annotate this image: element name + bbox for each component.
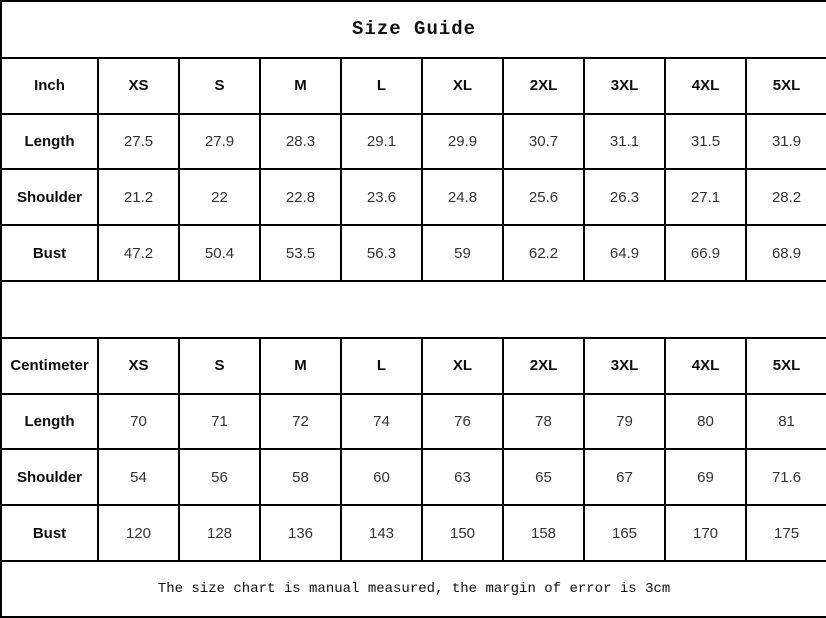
size-header-m: M [260, 58, 341, 114]
size-header-s: S [179, 58, 260, 114]
row-label: Bust [1, 505, 98, 561]
value-cell: 69 [665, 449, 746, 505]
size-header-xl: XL [422, 58, 503, 114]
value-cell: 27.9 [179, 114, 260, 170]
value-cell: 47.2 [98, 225, 179, 281]
value-cell: 68.9 [746, 225, 826, 281]
value-cell: 54 [98, 449, 179, 505]
cm-shoulder-row [1, 449, 826, 505]
value-cell: 27.5 [98, 114, 179, 170]
row-label: Shoulder [1, 169, 98, 225]
unit-header-centimeter: Centimeter [1, 338, 98, 394]
cm-length-row [1, 394, 826, 450]
value-cell: 165 [584, 505, 665, 561]
value-cell: 170 [665, 505, 746, 561]
size-header-4xl: 4XL [665, 338, 746, 394]
value-cell: 31.1 [584, 114, 665, 170]
inch-bust-row [1, 225, 826, 281]
size-header-s: S [179, 338, 260, 394]
value-cell: 21.2 [98, 169, 179, 225]
value-cell: 24.8 [422, 169, 503, 225]
spacer [1, 281, 826, 338]
cm-bust-row [1, 505, 826, 561]
value-cell: 150 [422, 505, 503, 561]
spacer-row [1, 281, 826, 338]
value-cell: 80 [665, 394, 746, 450]
value-cell: 22.8 [260, 169, 341, 225]
value-cell: 64.9 [584, 225, 665, 281]
value-cell: 23.6 [341, 169, 422, 225]
value-cell: 71 [179, 394, 260, 450]
row-label: Length [1, 394, 98, 450]
value-cell: 22 [179, 169, 260, 225]
value-cell: 56.3 [341, 225, 422, 281]
inch-length-row [1, 114, 826, 170]
value-cell: 28.3 [260, 114, 341, 170]
value-cell: 62.2 [503, 225, 584, 281]
value-cell: 27.1 [665, 169, 746, 225]
value-cell: 28.2 [746, 169, 826, 225]
value-cell: 78 [503, 394, 584, 450]
value-cell: 59 [422, 225, 503, 281]
size-header-xl: XL [422, 338, 503, 394]
size-header-5xl: 5XL [746, 338, 826, 394]
size-header-2xl: 2XL [503, 58, 584, 114]
cm-header-row [1, 338, 826, 394]
value-cell: 158 [503, 505, 584, 561]
value-cell: 58 [260, 449, 341, 505]
value-cell: 79 [584, 394, 665, 450]
value-cell: 53.5 [260, 225, 341, 281]
size-header-2xl: 2XL [503, 338, 584, 394]
value-cell: 67 [584, 449, 665, 505]
footer-note: The size chart is manual measured, the margin of error is 3cm [1, 561, 826, 617]
value-cell: 30.7 [503, 114, 584, 170]
value-cell: 72 [260, 394, 341, 450]
size-header-xs: XS [98, 338, 179, 394]
value-cell: 29.9 [422, 114, 503, 170]
title-row [1, 1, 826, 58]
value-cell: 81 [746, 394, 826, 450]
page-title: Size Guide [1, 1, 826, 58]
value-cell: 120 [98, 505, 179, 561]
row-label: Bust [1, 225, 98, 281]
value-cell: 63 [422, 449, 503, 505]
value-cell: 31.5 [665, 114, 746, 170]
value-cell: 65 [503, 449, 584, 505]
value-cell: 136 [260, 505, 341, 561]
value-cell: 26.3 [584, 169, 665, 225]
row-label: Shoulder [1, 449, 98, 505]
value-cell: 175 [746, 505, 826, 561]
size-header-3xl: 3XL [584, 338, 665, 394]
unit-header-inch: Inch [1, 58, 98, 114]
size-header-xs: XS [98, 58, 179, 114]
size-header-m: M [260, 338, 341, 394]
row-label: Length [1, 114, 98, 170]
size-header-4xl: 4XL [665, 58, 746, 114]
value-cell: 50.4 [179, 225, 260, 281]
value-cell: 29.1 [341, 114, 422, 170]
value-cell: 25.6 [503, 169, 584, 225]
value-cell: 56 [179, 449, 260, 505]
value-cell: 71.6 [746, 449, 826, 505]
value-cell: 76 [422, 394, 503, 450]
size-header-3xl: 3XL [584, 58, 665, 114]
value-cell: 74 [341, 394, 422, 450]
inch-header-row [1, 58, 826, 114]
footer-row [1, 561, 826, 617]
size-header-l: L [341, 58, 422, 114]
inch-shoulder-row [1, 169, 826, 225]
value-cell: 66.9 [665, 225, 746, 281]
value-cell: 128 [179, 505, 260, 561]
value-cell: 31.9 [746, 114, 826, 170]
value-cell: 60 [341, 449, 422, 505]
value-cell: 143 [341, 505, 422, 561]
size-header-5xl: 5XL [746, 58, 826, 114]
size-header-l: L [341, 338, 422, 394]
value-cell: 70 [98, 394, 179, 450]
